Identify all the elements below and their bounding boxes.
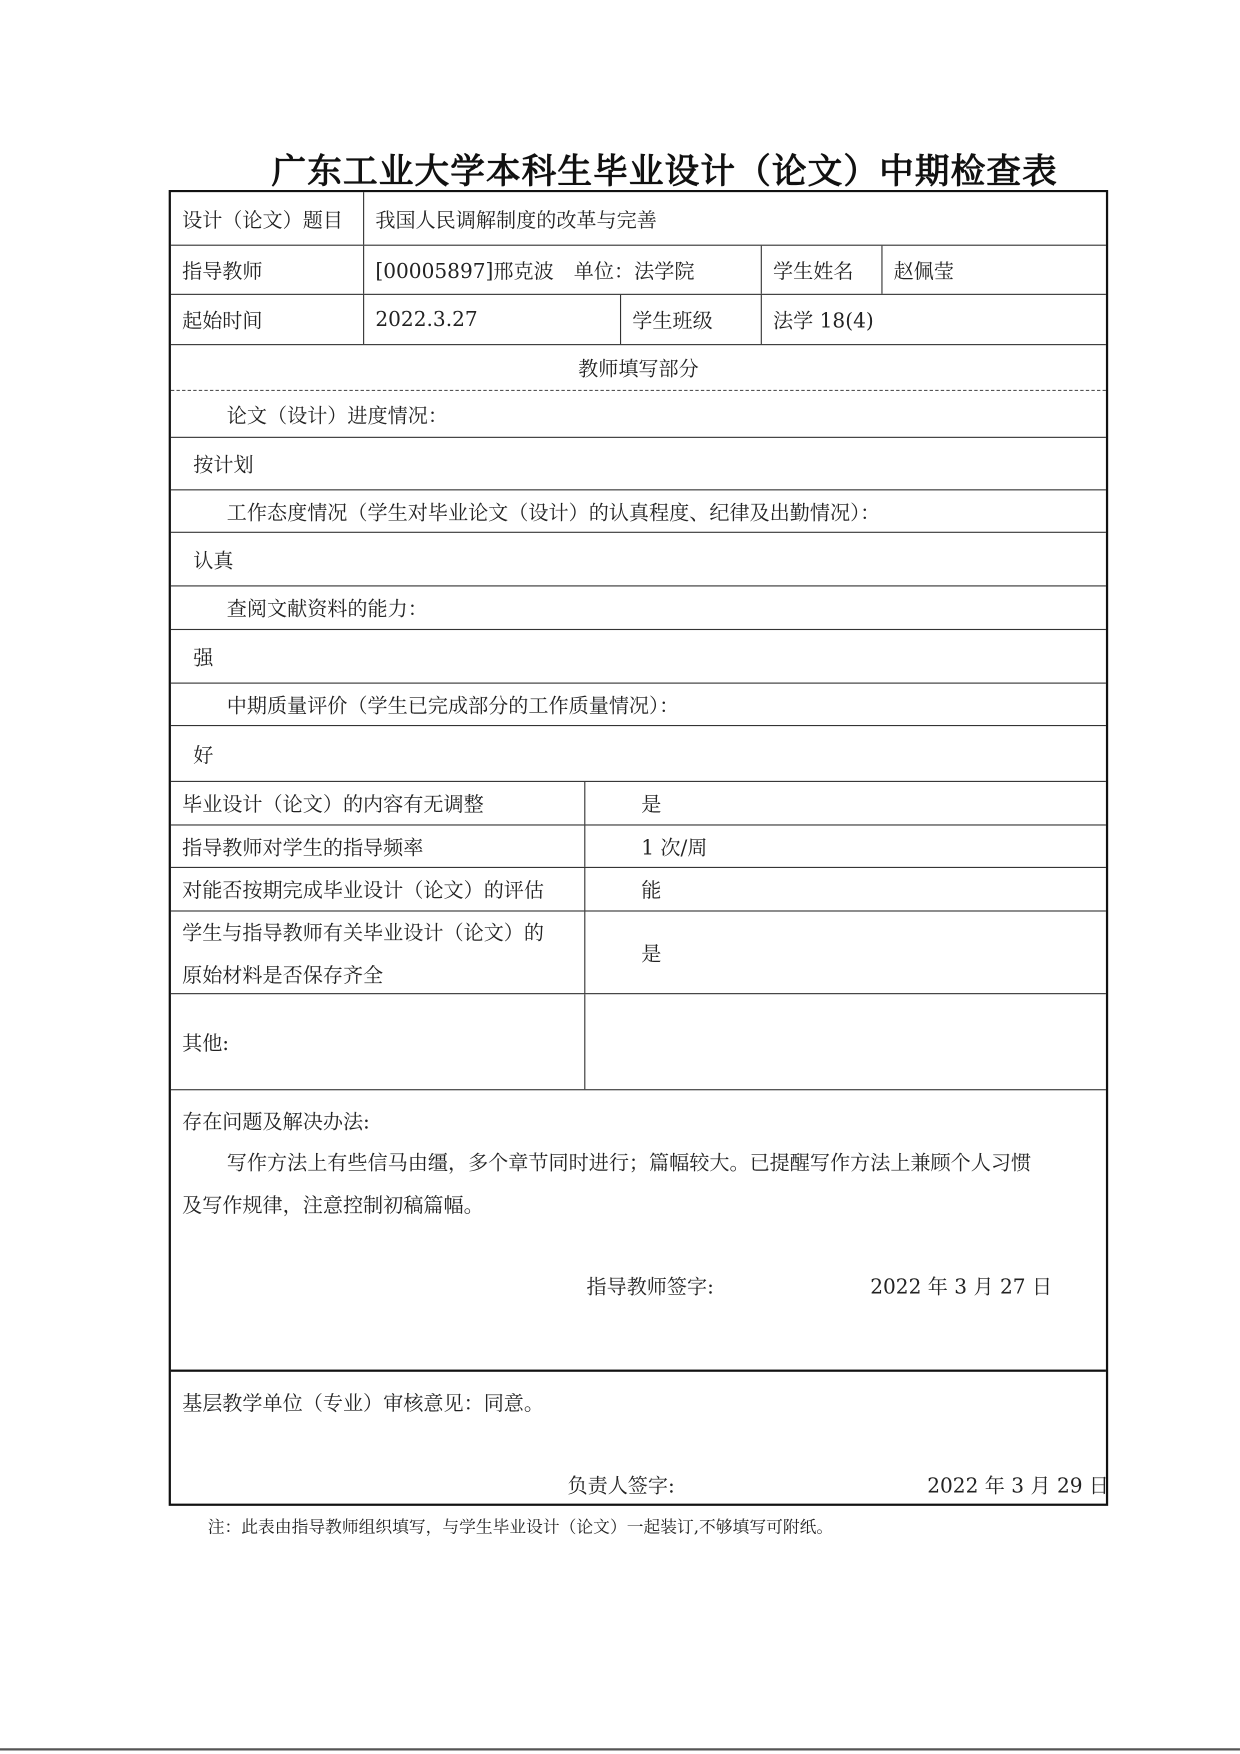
check-row [171,826,1106,868]
start-value: 2022.3.27 [363,295,620,344]
reviewer-signature-date: 2022 年 3 月 29 日 [927,1474,1110,1499]
eval-answer: 好 [193,743,214,767]
check-row [171,868,1106,912]
problems-label: 存在问题及解决办法: [182,1110,370,1134]
check-row [171,782,1106,826]
advisor-label: 指导教师 [182,259,263,284]
page-bottom-divider [0,1748,1240,1750]
class-value: 法学 18(4) [761,295,1106,344]
problems-text-line: 及写作规律，注意控制初稿篇幅。 [182,1194,484,1218]
check-question: 毕业设计（论文）的内容有无调整 [182,793,484,817]
topic-label: 设计（论文）题目 [182,208,343,232]
eval-question: 工作态度情况（学生对毕业论文（设计）的认真程度、纪律及出勤情况）： [226,501,881,525]
eval-answer-row [171,630,1106,684]
check-question: 指导教师对学生的指导频率 [182,836,424,860]
other-value [584,994,1106,1089]
eval-question-row [171,586,1106,630]
eval-answer-row [171,533,1106,587]
page-title: 广东工业大学本科生毕业设计（论文）中期检查表 [271,151,1058,193]
student-name-label: 学生姓名 [761,246,882,294]
advisor-signature-date: 2022 年 3 月 27 日 [870,1275,1053,1300]
eval-question-row [171,684,1106,726]
check-row [171,912,1106,995]
check-answer: 是 [584,782,1106,824]
check-question-line: 原始材料是否保存齐全 [182,963,384,987]
eval-question: 中期质量评价（学生已完成部分的工作质量情况）： [226,694,680,718]
review-text: 基层教学单位（专业）审核意见：同意。 [182,1391,545,1416]
teacher-section-label: 教师填写部分 [578,357,699,381]
midterm-check-table [169,190,1108,1506]
other-label: 其他: [182,1031,230,1056]
advisor-signature-label: 指导教师签字: [586,1275,714,1300]
other-row [171,994,1106,1090]
teacher-section-header [171,345,1106,391]
start-label: 起始时间 [182,309,263,333]
eval-question: 查阅文献资料的能力： [226,597,428,622]
review-section [171,1372,1110,1506]
check-question-line: 学生与指导教师有关毕业设计（论文）的 [182,921,545,945]
check-question [171,912,584,994]
check-answer: 是 [584,912,1106,994]
eval-answer: 认真 [193,549,234,573]
eval-question: 论文（设计）进度情况： [226,403,448,428]
advisor-row [171,246,1106,295]
topic-value: 我国人民调解制度的改革与完善 [363,192,1106,245]
start-row [171,295,1106,345]
reviewer-signature-label: 负责人签字: [567,1474,675,1499]
check-question: 对能否按期完成毕业设计（论文）的评估 [182,879,545,903]
student-name-value: 赵佩莹 [881,246,1106,294]
footnote: 注：此表由指导教师组织填写，与学生毕业设计（论文）一起装订,不够填写可附纸。 [207,1517,834,1538]
eval-answer: 强 [193,646,214,670]
problems-text-line: 写作方法上有些信马由缰，多个章节同时进行；篇幅较大。已提醒写作方法上兼顾个人习惯 [226,1151,1032,1176]
topic-row [171,192,1106,246]
class-label: 学生班级 [620,295,761,344]
eval-question-row [171,490,1106,532]
eval-question-row [171,391,1106,438]
check-answer: 能 [584,868,1106,910]
eval-answer: 按计划 [193,453,254,478]
advisor-value: [00005897]邢克波 单位：法学院 [363,246,761,294]
problems-section [171,1090,1106,1372]
eval-answer-row [171,726,1106,782]
check-answer: 1 次/周 [584,826,1106,867]
eval-answer-row [171,438,1106,491]
